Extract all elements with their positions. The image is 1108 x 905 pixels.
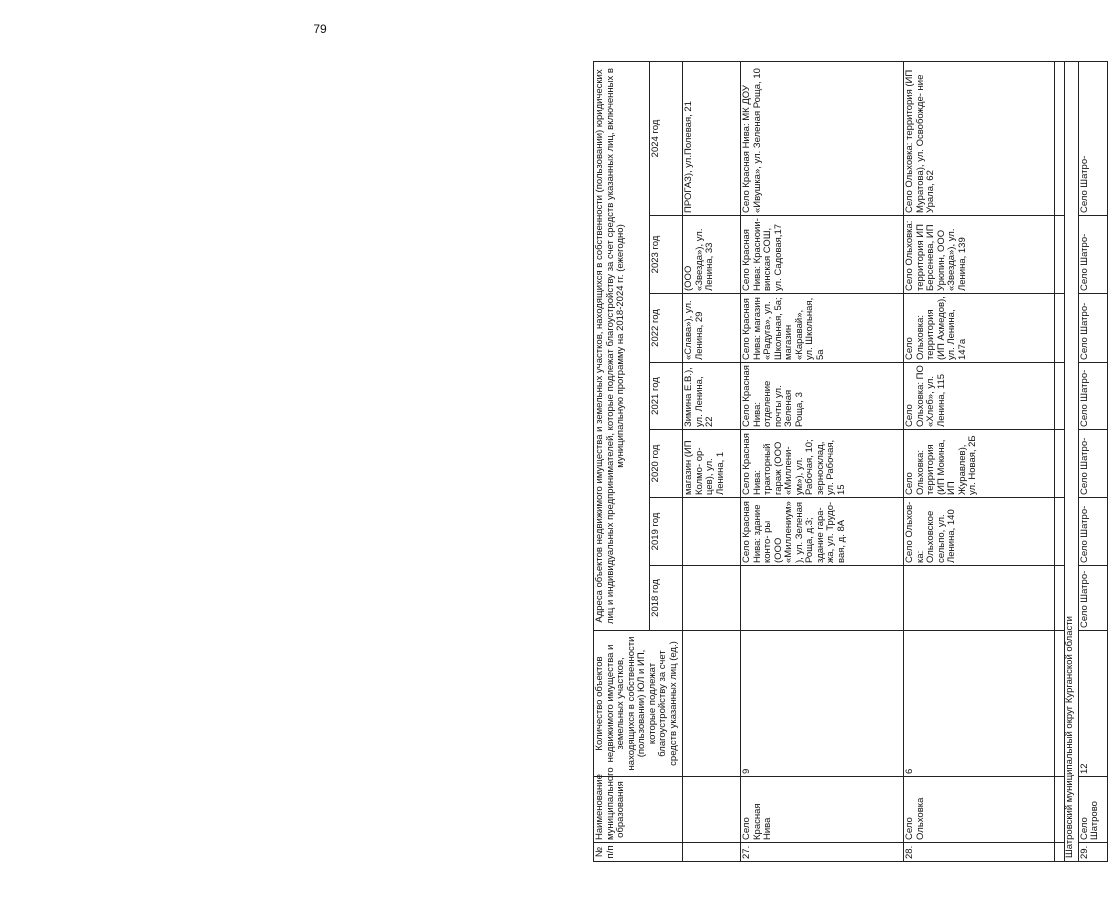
- spacer-cell: [1055, 216, 1065, 294]
- header-count: Количество объектов недвижимого имущества и земельных участков, находящихся в собственности (пользовании) ЮЛ и ИП, которые подлежат благоустройству за счет средств указанных лиц (ед.): [594, 631, 683, 777]
- row-count: [683, 631, 741, 777]
- row-name: Село Шатрово: [1078, 777, 1107, 843]
- row-name: Село Красная Нива: [741, 777, 904, 843]
- row-count: 9: [741, 631, 904, 777]
- row-cell-2024: ПРОГАЗ), ул.Полевая, 21: [683, 62, 741, 216]
- rotated-table-area: [593, 62, 1108, 862]
- row-cell-2022: Село Шатро-: [1078, 294, 1107, 363]
- header-addresses: Адреса объектов недвижимого имущества и земельных участков, находящихся в собственности (пользовании) юридических лиц и индивидуальных предпринимателей, которые подлежат благоустройству за счет средств указанных лиц, включенных в муниципальную программу на 2018-2024 гг. (ежегодно): [594, 62, 650, 631]
- header-year-2021: 2021 год: [650, 363, 683, 430]
- row-num: 28.: [904, 843, 1055, 862]
- header-year-2018: 2018 год: [650, 566, 683, 631]
- region-row: [1064, 62, 1078, 862]
- row-cell-2024: Село Красная Нива: МК ДОУ «Ивушка», ул. Зеленая Роща, 10: [741, 62, 904, 216]
- spacer-cell: [1055, 62, 1065, 216]
- table-row: [683, 62, 741, 862]
- row-cell-2021: Село Красная Нива: отделение почты ул. Зеленая Роща, 3: [741, 363, 904, 430]
- table-row: [741, 62, 904, 862]
- objects-table: [593, 61, 1108, 862]
- header-year-2023: 2023 год: [650, 216, 683, 294]
- header-year-2020: 2020 год: [650, 430, 683, 498]
- spacer-cell: [1055, 430, 1065, 498]
- row-count: 6: [904, 631, 1055, 777]
- row-num: 27.: [741, 843, 904, 862]
- spacer-cell: [1055, 843, 1065, 862]
- row-cell-2021: Зимина Е.В.), ул. Ленина, 22: [683, 363, 741, 430]
- spacer-cell: [1055, 294, 1065, 363]
- row-num: [683, 843, 741, 862]
- row-cell-2020: Село Красная Нива: тракторный гараж (ООО «Миллени- ум»), ул. Рабочая, 10; зерносклад, ул. Рабочая, 15: [741, 430, 904, 498]
- row-cell-2020: магазин (ИП Колмо- ор-цев), ул. Ленина, 1: [683, 430, 741, 498]
- row-cell-2019: Село Шатро-: [1078, 498, 1107, 566]
- row-cell-2018: Село Шатро-: [1078, 566, 1107, 631]
- region-label: Шатровский муниципальный округ Курганской области: [1064, 62, 1078, 862]
- spacer-cell: [1055, 566, 1065, 631]
- row-count: 12: [1078, 631, 1107, 777]
- spacer-cell: [1055, 631, 1065, 777]
- row-cell-2022: Село Ольховка: территория (ИП Ахмедов), ул. Ленина, 147а: [904, 294, 1055, 363]
- row-cell-2023: Село Ольховка: территория ИП Берсенева, ИП Урюпин, ООО «Звезда»), ул. Ленина, 139: [904, 216, 1055, 294]
- row-cell-2024: Село Шатро-: [1078, 62, 1107, 216]
- row-cell-2018: [741, 566, 904, 631]
- row-cell-2018: [683, 566, 741, 631]
- header-year-2019: 2019 год: [650, 498, 683, 566]
- spacer-row: [1055, 62, 1065, 862]
- header-num: № п/п: [594, 843, 683, 862]
- row-num: 29.: [1078, 843, 1107, 862]
- header-name: Наименование муниципального образования: [594, 777, 683, 843]
- row-cell-2019: [683, 498, 741, 566]
- table-row: [1078, 62, 1107, 862]
- spacer-cell: [1055, 363, 1065, 430]
- table-row: [904, 62, 1055, 862]
- row-cell-2023: Село Шатро-: [1078, 216, 1107, 294]
- row-cell-2018: [904, 566, 1055, 631]
- spacer-cell: [1055, 777, 1065, 843]
- header-year-2024: 2024 год: [650, 62, 683, 216]
- row-name: Село Ольховка: [904, 777, 1055, 843]
- row-cell-2022: «Слава»), ул. Ленина, 29: [683, 294, 741, 363]
- row-cell-2021: Село Шатро-: [1078, 363, 1107, 430]
- row-cell-2022: Село Красная Нива: магазин «Радуга», ул. Школьная, 5а; магазин «Каравай», ул. Школьная, 5а: [741, 294, 904, 363]
- spacer-cell: [1055, 498, 1065, 566]
- row-cell-2020: Село Шатро-: [1078, 430, 1107, 498]
- row-cell-2023: (ООО «Звезда»), ул. Ленина, 33: [683, 216, 741, 294]
- header-year-2022: 2022 год: [650, 294, 683, 363]
- row-cell-2019: Село Ольхов- ка: Ольховское сельпо, ул. Ленина, 140: [904, 498, 1055, 566]
- row-cell-2021: Село Ольховка: ПО «Хлеб», ул. Ленина, 115: [904, 363, 1055, 430]
- row-cell-2024: Село Ольховка: территория (ИП Муратова), ул. Освобожде- ние Урала, 62: [904, 62, 1055, 216]
- row-cell-2019: Село Красная Нива: здание конто- ры (ООО «Миллениум» ), ул. Зеленая Роща, д.3; здание гара- жа, ул. Трудо- вая, д. 8А: [741, 498, 904, 566]
- row-cell-2023: Село Красная Нива: Красноии- винская СОШ, ул. Садовая,17: [741, 216, 904, 294]
- row-cell-2020: Село Ольховка: территория (ИП Мокина, ИП Журавлев), ул. Новая, 2Б: [904, 430, 1055, 498]
- row-name: [683, 777, 741, 843]
- page-number: 79: [313, 22, 327, 36]
